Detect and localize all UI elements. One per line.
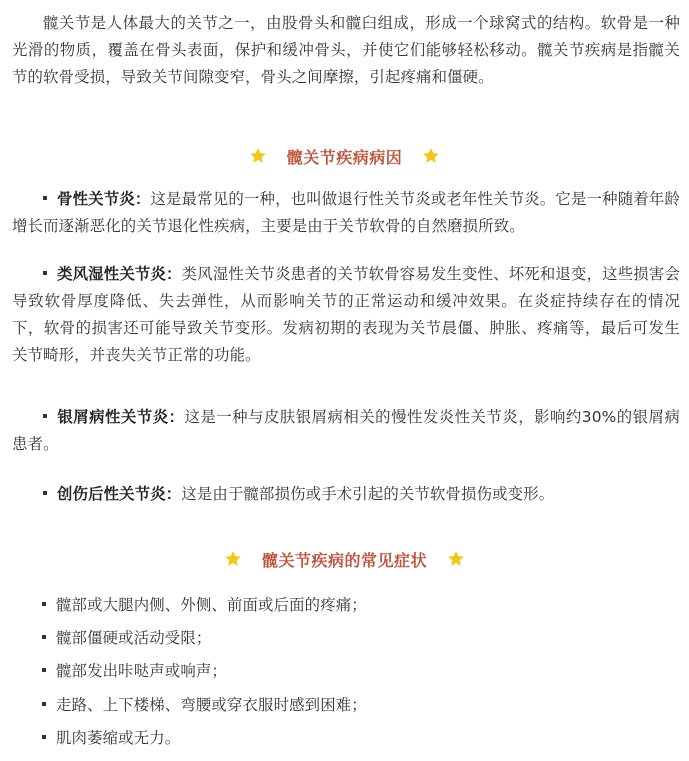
cause-text: 这是最常见的一种，也叫做退行性关节炎或老年性关节炎。它是一种随着年龄增长而逐渐恶化的关节退化性疾病，主要是由于关节软骨的自然磨损所致。	[12, 190, 680, 235]
intro-paragraph: 髋关节是人体最大的关节之一，由股骨头和髋臼组成，形成一个球窝式的结构。软骨是一种光滑的物质，覆盖在骨头表面，保护和缓冲骨头，并使它们能够轻松移动。髋关节疾病是指髋关节的软骨受损，导致关节间隙变窄，骨头之间摩擦，引起疼痛和僵硬。	[12, 14, 680, 86]
star-icon	[249, 147, 267, 165]
symptom-item	[42, 727, 180, 749]
cause-item	[12, 481, 680, 508]
bullet-icon	[43, 491, 47, 495]
star-icon	[224, 550, 242, 568]
cause-item	[12, 261, 680, 369]
bullet-icon	[42, 668, 46, 672]
symptom-text: 走路、上下楼梯、弯腰或穿衣服时感到困难；	[56, 696, 367, 714]
symptom-text: 髋部发出咔哒声或响声；	[56, 662, 227, 680]
bullet-icon	[43, 196, 47, 200]
cause-term: 类风湿性关节炎：	[57, 265, 182, 283]
symptoms-heading-text: 髋关节疾病的常见症状	[261, 550, 427, 570]
cause-term: 创伤后性关节炎：	[57, 485, 182, 503]
bullet-icon	[43, 271, 47, 275]
bullet-icon	[42, 702, 46, 706]
cause-term: 骨性关节炎：	[57, 190, 151, 208]
bullet-icon	[42, 735, 46, 739]
causes-heading	[0, 142, 689, 170]
star-icon	[422, 147, 440, 165]
symptom-item	[42, 594, 367, 616]
bullet-icon	[42, 635, 46, 639]
bullet-icon	[43, 414, 47, 418]
bullet-icon	[42, 602, 46, 606]
symptom-item	[42, 660, 227, 682]
cause-text: 类风湿性关节炎患者的关节软骨容易发生变性、坏死和退变，这些损害会导致软骨厚度降低、失去弹性，从而影响关节的正常运动和缓冲效果。在炎症持续存在的情况下，软骨的损害还可能导致关节变形。发病初期的表现为关节晨僵、肿胀、疼痛等，最后可发生关节畸形，并丧失关节正常的功能。	[12, 265, 680, 364]
symptom-text: 肌肉萎缩或无力。	[56, 729, 181, 747]
cause-item	[12, 186, 680, 240]
cause-item	[12, 404, 680, 458]
symptom-text: 髋部或大腿内侧、外侧、前面或后面的疼痛；	[56, 596, 367, 614]
causes-heading-text: 髋关节疾病病因	[286, 147, 403, 167]
cause-term: 银屑病性关节炎：	[57, 408, 185, 426]
symptom-item	[42, 694, 367, 716]
symptom-text: 髋部僵硬或活动受限；	[56, 629, 212, 647]
cause-text: 这是一种与皮肤银屑病相关的慢性发炎性关节炎，影响约30%的银屑病患者。	[12, 408, 680, 453]
symptom-item	[42, 627, 211, 649]
star-icon	[447, 550, 465, 568]
symptoms-heading	[0, 545, 689, 573]
cause-text: 这是由于髋部损伤或手术引起的关节软骨损伤或变形。	[181, 485, 555, 503]
